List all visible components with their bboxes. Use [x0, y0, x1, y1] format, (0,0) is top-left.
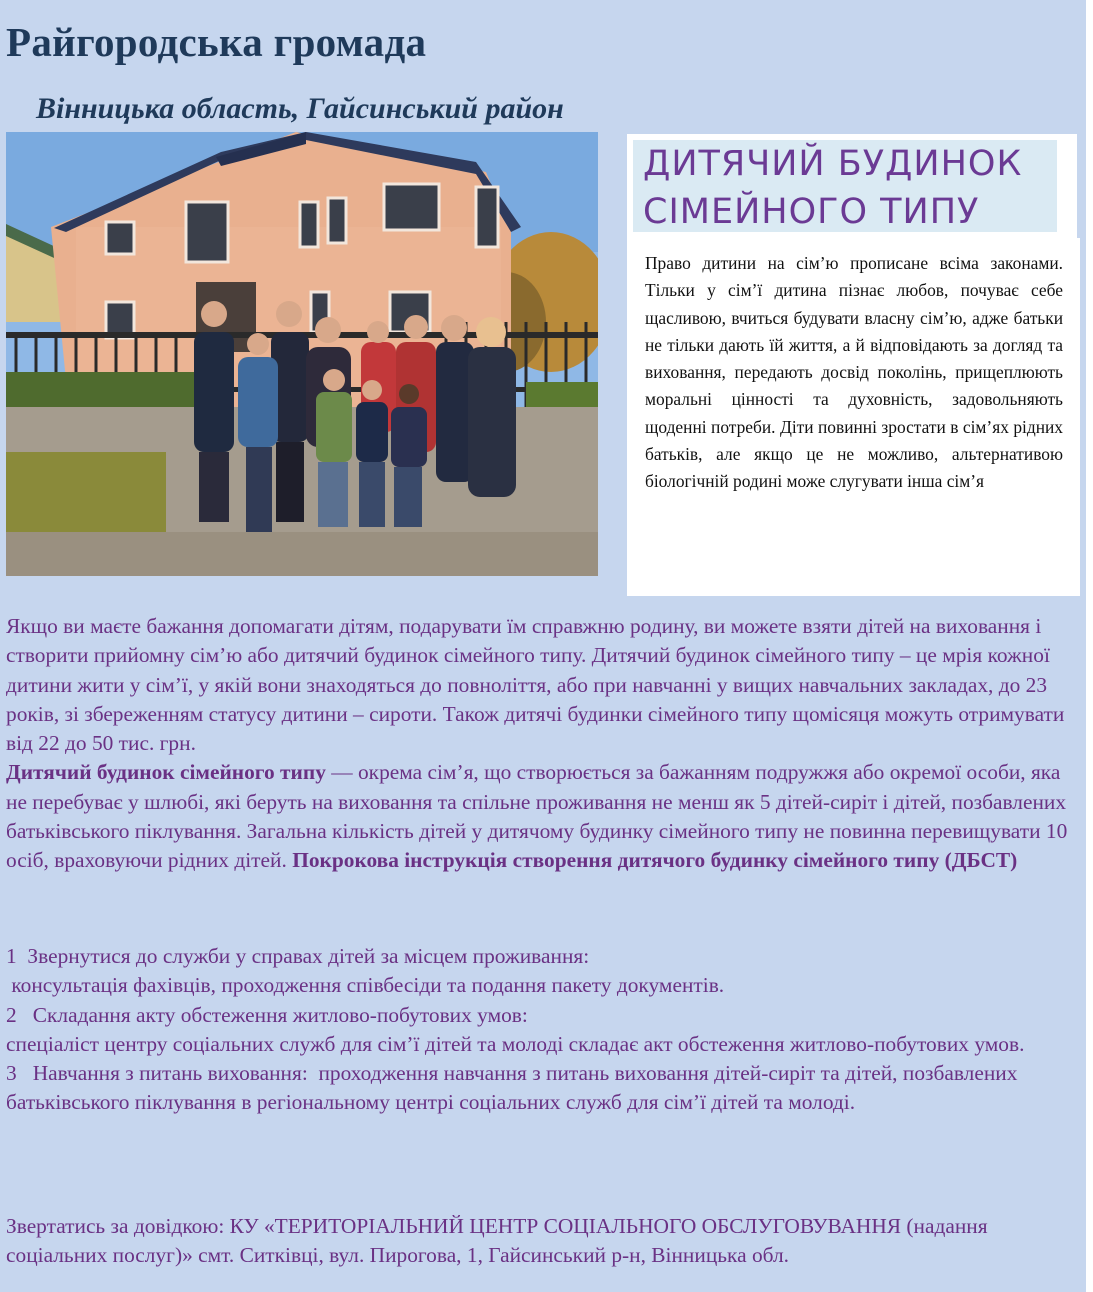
step-line: 1 Звернутися до служби у справах дітей за місцем проживання: [6, 944, 590, 968]
sidebox-text: Право дитини на сім’ю прописане всіма законами. Тільки у сім’ї дитина пізнає любов, почуває себе щасливою, вчиться будувати власну сім’ю, адже батьки не тільки дають їй життя, а й відповідають за догляд та виховання, передають досвід поколінь, прищеплюють моральні цінності та духовність, задовольняють щоденні потреби. Діти повинні зростати в сім’ях рідних батьків, але якщо це не можливо, альтернативою біологічній родині може слугувати інша сім’я [645, 253, 1063, 492]
step-line: спеціаліст центру соціальних служб для сім’ї дітей та молоді складає акт обстеження житлово-побутових умов. [6, 1031, 1025, 1056]
main-text [6, 612, 1084, 876]
steps-list [6, 942, 1084, 1118]
contact-info [6, 1212, 1084, 1271]
headline-box [627, 134, 1077, 238]
main-paragraph [6, 612, 1084, 876]
step-line: консультація фахівців, проходження співбесіди та подання пакету документів. [6, 973, 725, 998]
definition-text: — окрема сім’я, що створюється за бажанням подружжя або окремої особи, яка не перебуває у шлюбі, які беруть на виховання та спільне проживання не менш як 5 дітей-сиріт і дітей, позбавлених батьківського піклування. Загальна кількість дітей у дитячому будинку сімейного типу не повинна перевищувати 10 осіб, враховуючи рідних дітей. [6, 760, 1068, 873]
headline-line-2: СІМЕЙНОГО ТИПУ [643, 192, 980, 232]
intro-text: Якщо ви маєте бажання допомагати дітям, подарувати їм справжню родину, ви можете взяти дітей на виховання і створити прийомну сім’ю або дитячий будинок сімейного типу. Дитячий будинок сімейного типу – це мрія кожної дитини жити у сім’ї, у якій вони знаходяться до повноліття, або при навчанні у вищих навчальних закладах, до 23 років, зі збереженням статусу дитини – сироти. Також дитячі будинки сімейного типу щомісяця можуть отримувати від 22 до 50 тис. грн. [6, 614, 1065, 756]
headline [633, 140, 1057, 232]
headline-line-1: ДИТЯЧИЙ БУДИНОК [643, 144, 1023, 184]
page-subtitle: Вінницька область, Гайсинський район [36, 92, 564, 125]
definition-term: Дитячий будинок сімейного типу [6, 760, 326, 785]
family-house-photo [6, 132, 598, 576]
page-title: Райгородська громада [6, 19, 427, 65]
step-line: 3 Навчання з питань виховання: проходження навчання з питань виховання дітей-сиріт та дітей, позбавлених батьківського піклування в регіональному центрі соціальних служб для сім’ї дітей та молоді. [6, 1061, 1023, 1115]
info-sidebox [627, 238, 1080, 596]
step-line: 2 Складання акту обстеження житлово-побутових умов: [6, 1002, 528, 1027]
instruction-title: Покрокова інструкція створення дитячого будинку сімейного типу (ДБСТ) [292, 848, 1018, 873]
contact-text: Звертатись за довідкою: КУ «ТЕРИТОРІАЛЬНИЙ ЦЕНТР СОЦІАЛЬНОГО ОБСЛУГОВУВАННЯ (надання соціальних послуг)» смт. Ситківці, вул. Пирогова, 1, Гайсинський р-н, Вінницька обл. [6, 1214, 988, 1268]
